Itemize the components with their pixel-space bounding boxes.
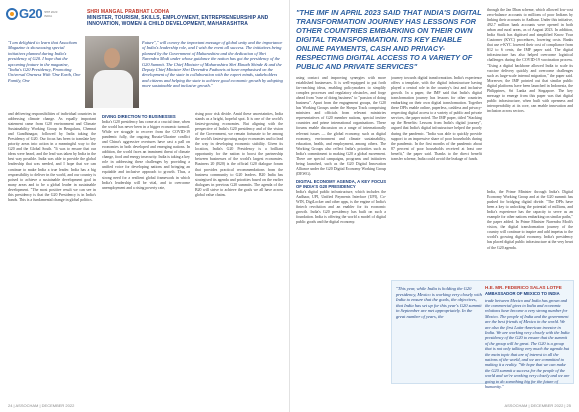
- minister-header: [87, 9, 283, 27]
- article-column-2: [102, 112, 190, 396]
- article-column-1: [296, 76, 386, 396]
- article-column-3: [195, 112, 283, 396]
- article-column-2: [391, 76, 482, 276]
- page-folio-left: 24 | ASSOCHAM | DECEMBER 2022: [8, 403, 75, 408]
- minister-title: MINISTER, TOURISM, SKILLS, EMPLOYMENT, ENTREPRENEURSHIP AND INNOVATION, WOMEN & CHILD DEVELOPMENT, MAHARASHTRA: [87, 15, 269, 27]
- ambassador-name: H.E. MR. FEDERICO SALAS LOTFE: [485, 285, 562, 290]
- ambassador-quote-box: [391, 280, 574, 389]
- ambassador-role: AMBASSADOR OF MEXICO TO INDIA: [485, 290, 560, 296]
- article-column-3: [487, 190, 573, 276]
- column-text: journey towards digital transformation. India's experience offers a template, with the digital infrastructure having played a central role in the country's fast and inclusive growth. In a paper, the IMF said that India's digital transformation journey has lessons for other countries embarking on their own digital transformation. Together these DPIs enable online, paperless, cashless and privacy-respecting digital access to a variety of public and private services, the paper noted. The IMF paper, titled "Stacking up the Benefits: Lessons from India's digital journey", argued that India's digital infrastructure helped the poorly during the pandemic. "India was able to quickly provide support to an impressive share of poor households during the pandemic. In the first months of the pandemic about 87 percent of poor households received at least one benefit," the paper said. Thanks to the direct benefit transfer scheme, India could avoid the leakage of funds.: [391, 76, 482, 161]
- section-subhead: DIGITAL ECONOMY AGENDA, A KEY FOCUS OF INDIA'S G20 PRESIDENCY: [296, 178, 386, 189]
- feature-pull-quote: "THE IMF IN APRIL 2023 SAID THAT INDIA'S DIGITAL TRANSFORMATION JOURNEY HAS LESSONS FOR OTHER COUNTRIES EMBARKING ON THEIR OWN DIGITAL TRANSFORMATION. ITS KEY ENABLE ONLINE PAYMENTS, CASH AND PRIVACY-RESPECTING DIGITAL ACCESS TO A VARIETY OF PUBLIC AND PRIVATE SERVICES": [296, 8, 482, 71]
- ambassador-details: [485, 285, 570, 389]
- section-subhead: DIVING DIRECTION TO BUSINESSES: [102, 114, 176, 119]
- column-text: rising poor risk divide. Amid these uncertainties, India stands as a bright, hopeful spot. It is one of the world's fastest-growing economies. But aligning with the perspective of India's G20 presidency and of the vision of the Government, we remain fortunate to be among the world's fastest-growing major economies and to lead the way in developing economic stability. Given its location, India's G20 Presidency is a brilliant opportunity for the nation to boost the partnership between businesses of the world's largest economies. Business 20 (B20) is the official G20 dialogue forum that provides practical recommendations from the business community to G20 leaders. B20 India has strategised its agenda and priorities based on the earlier dialogues in previous G20 summits. The agenda of the B20 will strive to achieve the goals we all have across global value chains.: [195, 112, 283, 197]
- column-text: India's digital public infrastructure, which includes the Aadhaar, UPI, Unified Payments Interface (UPI), Co-WIN, DigiLocker and other apps, is the engine of India's fintech revolution and an enabler for its economic growth. India's G20 presidency has built on such a foundation. India is offering the world a model of digital public goods and the digital economy.: [296, 189, 386, 225]
- column-text: India's G20 presidency has come at a crucial time, when the world has never been in a bigger economic turmoil. While we struggle to recover from the COVID-19 pandemic fully, the ongoing Russia-Ukraine conflict and China's aggressive overtures have cast a pall on economies in both developed and emerging nations. In addition, the world faces an imminent threat of climate change, food and energy insecurity. India is taking a key role in addressing these challenges by providing a unified voice for developing nations and bringing an equitable and inclusive approach to growth. Thus, a strong need for a resilient global framework in which India's leadership will be vital, and to overcome unemployment and a rising poverty rate,: [102, 120, 190, 190]
- photo-body: [93, 70, 133, 108]
- column-text: through the Jan Dhan scheme, which allowed low-cost zero-balance accounts to millions of poor Indians by linking their accounts to Aadhaar. Under this initiative, 492.7 million bank accounts were opened in both urban and rural areas, as of August 2023. In addition, India Stack has digitised and simplified Know Your Customer (KYC) procedures, lowering costs. Banks that use e-KYC lowered their cost of compliance from $12 to 6 cents, the IMF paper said. The digital infrastructure has also helped overcome logistical challenges during the COVID-19 vaccination process. "Using a digital backbone allowed India to scale its vaccine delivery quickly and overcome challenges such as large-scale internal migration," the paper said. Moreover, the IMF pointed out that similar public digital platforms have been launched in Indonesia, the Philippines, Sri Lanka and Singapore. The key message to emerge from this paper was that digital public infrastructure, when built with openness and interoperability at its core, can enable innovation and inclusion across sectors.: [487, 8, 573, 113]
- photo-head: [104, 48, 120, 68]
- pull-quote: "I am delighted to learn that Assocham Magazine is showcasing special initiatives planned during India's presidency of G20. I hope that the upcoming feature in the magazine, "India's G20 Presidency, Promoting Universal Oneness With 'One Earth, One Family, One: [8, 40, 81, 83]
- article-column-1: [8, 112, 96, 396]
- lotus-globe-icon: [6, 8, 18, 20]
- ambassador-quote-body: trade between Mexico and India has grown and the commercial gives to India and economic relations have become a very strong number for Mexico. The people of India and the government are the best friends of Mexico in the world. We are also the first Latin-American investor in India. We are working very closely with the India presidency of the G20 to ensure that the summit of the group will be great. The G20 is a group that is not only talking very much the agenda but the main topic that are of interest to all the nations of the world, and we are committed to making it a reality. "We hope that we can make the G20 summit a success for the people of the world and we're working very closely and we are going to do something big for the future of humanity.": [485, 297, 570, 389]
- minister-name: SHRI MANGAL PRABHAT LODHA: [87, 9, 170, 15]
- right-page: [290, 0, 579, 412]
- quote-continuation: Future"," will convey the important message of global unity and the importance of India's leadership role, and I wish the event all success. The initiatives being planned by the Government of Maharashtra and the dedication of Shri Narendra Modi under whose guidance the nation has got the presidency of the G20 Summit. The Chief Minister of Maharashtra Shri Eknath Shinde & and the Deputy Chief Minister Shri Devendra Fadnavis at have emphasised on the development of the state in collaboration with the expert minds, stakeholders and citizens and helping the state to achieve good economic growth by adopting more sustainable and inclusive growth.": [142, 40, 283, 89]
- logo-text: G20: [19, 6, 43, 21]
- column-text: India, the Prime Minister through India's Digital Economy Working Group and at the G20 summit has pushed for bridging digital divide. "The DPIs have been a key to unlocking the potential of millions, and India's experience has the capacity to serve as an example for other nations embarking on similar paths," the paper added. In Prime Minister Narendra Modi's vision, the digital transformation journey of the country will continue to inspire and add impetus to the world's growing digital economy. India's presidency has placed digital public infrastructure at the very heart of the G20 agenda.: [487, 190, 573, 250]
- g20-logo: [6, 6, 64, 21]
- ambassador-quote: "This year, while India is holding the G20 presidency, Mexico is working very closely with India to ensure that the goals, the objectives, that India has set up for this year's G20 summit in September are met appropriately. In the great number of years, the: [396, 286, 482, 319]
- minister-photo: [85, 36, 139, 108]
- article-column-top-right: [487, 8, 573, 188]
- column-text: using contact and improving synergies with more established businesses. It is well-equipped to put forth far-reaching ideas, enabling policymakers to simplify complex processes and regulatory obstacles, and forge ahead from "ease of doing business" to "passion of doing business". Apart from the engagement groups, the G20 has Working Groups under the Sherpa Track comprising ministers and officials from relevant ministries representatives of G20 member nations, special invitee countries and prime international organisations. These forums enable discussion on a range of internationally relevant issues — the global economy, such as digital economy, environment and climate sustainability, education, health, and employment, among others. The Working Groups also reflect India's priorities such as India's commitment to making G20 a global movement. There are special campaigns, programs and initiatives being launched, such as the G20 Digital Innovation Alliance under the G20 Digital Economy Working Group (DEWG).: [296, 76, 386, 176]
- page-folio-right: ASSOCHAM | DECEMBER 2022 | 25: [504, 403, 571, 408]
- logo-subtext: भारत 2023 INDIA: [44, 9, 58, 18]
- column-text: and delivering responsibilities of individual countries in addressing climate change. As equally important statement came from G20 environment and Climate Sustainability Working Group in Bengaluru, Chennai and Gandhinagar, followed by India taking the Presidency of G20. Our focus has been to translate key priority areas into action in a meaningful way to the G20 and the Global South. "It was to ensure that our ideas were heard, and the lead was taken by India in the best way possible. India was able to provide the global leadership that was needed, and I hope that we can continue to make India a true leader. India has a big responsibility to deliver in the world, and our country is poised to achieve a sustainable development goal in many areas and to be a global leader in sustainable development. "The most positive result we can see in this presidency is that the G20 Presidency is in India's hands. This is a fundamental change in global politics.: [8, 112, 96, 202]
